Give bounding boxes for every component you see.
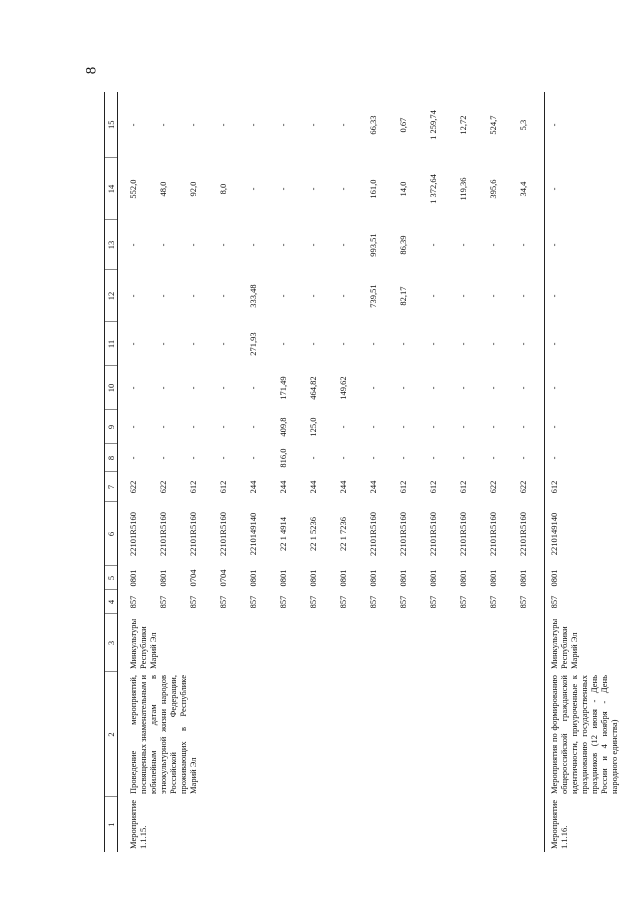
cell-col-5: 0801 (518, 569, 528, 587)
cell-col-5: 0801 (458, 569, 468, 587)
cell-col-10: - (518, 386, 528, 390)
cell-col-11: - (218, 342, 228, 346)
cell-col-10: - (158, 386, 168, 390)
cell-col-8: - (218, 456, 228, 460)
cell-col-4: 857 (188, 595, 198, 609)
cell-col-6: 22101R5160 (398, 512, 408, 556)
cell-col-4: 857 (518, 595, 528, 609)
cell-col-14: - (248, 187, 258, 191)
column-header-10: 10 (105, 366, 118, 410)
cell-col-6: 22 1 5236 (308, 517, 318, 551)
cell-col-15: - (188, 123, 198, 127)
cell-col-14: 552,0 (128, 179, 138, 199)
column-header-15: 15 (105, 92, 118, 158)
cell-col-5: 0801 (398, 569, 408, 587)
cell-col-13: - (308, 243, 318, 247)
cell-col-5: 0704 (218, 569, 228, 587)
measure-executor: Минкультуры Республики Марий Эл (128, 618, 158, 669)
cell-col-13: - (128, 243, 138, 247)
cell-col-10: - (428, 386, 438, 390)
cell-col-7: 622 (128, 480, 138, 494)
cell-col-5: 0801 (368, 569, 378, 587)
cell-col-4: 857 (488, 595, 498, 609)
cell-col-6: 22101R5160 (488, 512, 498, 556)
measure-code: Мероприятие 1.1.16. (549, 799, 569, 849)
cell-col-7: 622 (488, 480, 498, 494)
column-header-5: 5 (105, 566, 118, 590)
cell-col-12: 739,51 (368, 284, 378, 308)
cell-col-5: 0801 (248, 569, 258, 587)
cell-col-10: - (458, 386, 468, 390)
table-row (124, 92, 154, 852)
cell-col-9: - (218, 425, 228, 429)
cell-col-8: - (428, 456, 438, 460)
cell-col-14: 395,6 (488, 179, 498, 199)
cell-col-11: - (549, 342, 559, 346)
cell-col-11: 271,93 (248, 332, 258, 356)
cell-col-14: - (549, 187, 559, 191)
column-header-1: 1 (105, 797, 118, 852)
cell-col-13: - (338, 243, 348, 247)
cell-col-13: - (518, 243, 528, 247)
cell-col-8: - (128, 456, 138, 460)
cell-col-14: 34,4 (518, 181, 528, 197)
cell-col-15: - (338, 123, 348, 127)
cell-col-4: 857 (308, 595, 318, 609)
cell-col-7: 612 (188, 480, 198, 494)
cell-col-9: 409,8 (278, 417, 288, 437)
cell-col-13: - (549, 243, 559, 247)
cell-col-13: - (428, 243, 438, 247)
cell-col-12: 333,48 (248, 284, 258, 308)
table-row (545, 92, 623, 852)
cell-col-13: 993,51 (368, 233, 378, 257)
cell-col-6: 22101R5160 (368, 512, 378, 556)
cell-col-9: - (248, 425, 258, 429)
cell-col-12: - (188, 294, 198, 298)
cell-col-4: 857 (338, 595, 348, 609)
cell-col-9: - (428, 425, 438, 429)
cell-col-14: 14,0 (398, 181, 408, 197)
cell-col-7: 244 (248, 480, 258, 494)
cell-col-12: - (488, 294, 498, 298)
cell-col-14: - (278, 187, 288, 191)
cell-col-11: - (308, 342, 318, 346)
cell-col-11: - (398, 342, 408, 346)
cell-col-12: - (128, 294, 138, 298)
cell-col-6: 22101R5160 (218, 512, 228, 556)
cell-col-11: - (488, 342, 498, 346)
cell-col-10: - (248, 386, 258, 390)
cell-col-8: - (458, 456, 468, 460)
cell-col-15: 5,3 (518, 119, 528, 131)
cell-col-9: - (188, 425, 198, 429)
cell-col-10: - (218, 386, 228, 390)
cell-col-5: 0801 (488, 569, 498, 587)
cell-col-8: - (308, 456, 318, 460)
cell-col-14: 8,0 (218, 183, 228, 195)
cell-col-8: - (398, 456, 408, 460)
table-body (118, 92, 624, 852)
cell-col-12: - (549, 294, 559, 298)
cell-col-13: - (458, 243, 468, 247)
cell-col-7: 622 (518, 480, 528, 494)
cell-col-11: - (338, 342, 348, 346)
cell-col-7: 612 (458, 480, 468, 494)
cell-col-14: 1 372,64 (428, 174, 438, 204)
cell-col-13: - (188, 243, 198, 247)
column-header-6: 6 (105, 502, 118, 566)
cell-col-9: - (488, 425, 498, 429)
cell-col-6: 22101R5160 (188, 512, 198, 556)
cell-col-11: - (428, 342, 438, 346)
column-header-12: 12 (105, 270, 118, 322)
column-header-9: 9 (105, 410, 118, 444)
column-header-4: 4 (105, 590, 118, 614)
cell-col-8: - (488, 456, 498, 460)
cell-col-11: - (128, 342, 138, 346)
cell-col-9: - (549, 425, 559, 429)
measure-name: Мероприятия по формированию общероссийской гражданской идентичности, приуроченные к празднованию государственных праздников (12 июня - День России и 4 ноября - День народного единства) (549, 675, 619, 794)
cell-col-13: 86,39 (398, 235, 408, 255)
table-header-row (105, 92, 118, 852)
column-header-7: 7 (105, 472, 118, 502)
cell-col-8: 816,0 (278, 448, 288, 468)
cell-col-11: - (278, 342, 288, 346)
cell-col-14: 119,36 (458, 177, 468, 201)
cell-col-5: 0801 (158, 569, 168, 587)
cell-col-6: 22101R5160 (128, 512, 138, 556)
cell-col-15: 1 259,74 (428, 110, 438, 140)
cell-col-7: 244 (338, 480, 348, 494)
cell-col-10: - (488, 386, 498, 390)
cell-col-4: 857 (218, 595, 228, 609)
cell-col-10: 149,62 (338, 376, 348, 400)
cell-col-15: - (248, 123, 258, 127)
cell-col-14: - (338, 187, 348, 191)
cell-col-4: 857 (549, 595, 559, 609)
cell-col-15: - (549, 123, 559, 127)
cell-col-15: - (218, 123, 228, 127)
cell-col-8: - (549, 456, 559, 460)
cell-col-13: - (218, 243, 228, 247)
cell-col-15: 12,72 (458, 115, 468, 135)
cell-col-14: 92,0 (188, 181, 198, 197)
cell-col-14: 48,0 (158, 181, 168, 197)
cell-col-4: 857 (458, 595, 468, 609)
cell-col-15: - (308, 123, 318, 127)
page-number: 8 (83, 66, 100, 75)
cell-col-6: 2210149140 (549, 512, 559, 556)
cell-col-4: 857 (428, 595, 438, 609)
cell-col-12: - (278, 294, 288, 298)
cell-col-13: - (278, 243, 288, 247)
cell-col-12: 82,17 (398, 286, 408, 306)
cell-col-8: - (248, 456, 258, 460)
cell-col-12: - (428, 294, 438, 298)
cell-col-15: 524,7 (488, 115, 498, 135)
cell-col-4: 857 (128, 595, 138, 609)
cell-col-6: 22 1 7236 (338, 517, 348, 551)
cell-col-5: 0704 (188, 569, 198, 587)
cell-col-10: - (368, 386, 378, 390)
cell-col-5: 0801 (428, 569, 438, 587)
cell-col-6: 22101R5160 (518, 512, 528, 556)
cell-col-6: 22101R5160 (158, 512, 168, 556)
cell-col-7: 244 (368, 480, 378, 494)
cell-col-10: - (188, 386, 198, 390)
cell-col-8: - (338, 456, 348, 460)
measure-executor: Минкультуры Республики Марий Эл (549, 618, 579, 669)
column-header-14: 14 (105, 158, 118, 220)
cell-col-8: - (368, 456, 378, 460)
cell-col-5: 0801 (278, 569, 288, 587)
cell-col-7: 244 (278, 480, 288, 494)
cell-col-9: 125,0 (308, 417, 318, 437)
cell-col-10: 171,49 (278, 376, 288, 400)
cell-col-4: 857 (248, 595, 258, 609)
budget-table (104, 92, 623, 852)
cell-col-11: - (518, 342, 528, 346)
cell-col-10: - (128, 386, 138, 390)
cell-col-12: - (308, 294, 318, 298)
cell-col-15: - (278, 123, 288, 127)
cell-col-12: - (518, 294, 528, 298)
cell-col-7: 612 (549, 480, 559, 494)
cell-col-6: 2210149140 (248, 512, 258, 556)
cell-col-6: 22 1 4914 (278, 517, 288, 551)
cell-col-12: - (158, 294, 168, 298)
cell-col-5: 0801 (338, 569, 348, 587)
rotated-table-container (104, 92, 639, 852)
cell-col-9: - (368, 425, 378, 429)
cell-col-8: - (158, 456, 168, 460)
column-header-11: 11 (105, 322, 118, 366)
cell-col-13: - (488, 243, 498, 247)
cell-col-14: 161,0 (368, 179, 378, 199)
cell-col-4: 857 (368, 595, 378, 609)
cell-col-7: 612 (428, 480, 438, 494)
cell-col-8: - (518, 456, 528, 460)
cell-col-8: - (188, 456, 198, 460)
cell-col-7: 612 (218, 480, 228, 494)
cell-col-7: 612 (398, 480, 408, 494)
column-header-8: 8 (105, 444, 118, 472)
cell-col-13: - (158, 243, 168, 247)
cell-col-15: - (128, 123, 138, 127)
cell-col-15: 66,33 (368, 115, 378, 135)
cell-col-4: 857 (398, 595, 408, 609)
cell-col-9: - (458, 425, 468, 429)
cell-col-4: 857 (158, 595, 168, 609)
cell-col-11: - (458, 342, 468, 346)
cell-col-9: - (158, 425, 168, 429)
column-header-2: 2 (105, 672, 118, 797)
cell-col-5: 0801 (128, 569, 138, 587)
cell-col-5: 0801 (549, 569, 559, 587)
cell-col-15: 0,67 (398, 117, 408, 133)
cell-col-7: 622 (158, 480, 168, 494)
cell-col-15: - (158, 123, 168, 127)
cell-col-9: - (398, 425, 408, 429)
cell-col-7: 244 (308, 480, 318, 494)
cell-col-10: - (549, 386, 559, 390)
cell-col-11: - (158, 342, 168, 346)
cell-col-6: 22101R5160 (428, 512, 438, 556)
cell-col-10: 464,82 (308, 376, 318, 400)
cell-col-5: 0801 (308, 569, 318, 587)
measure-code: Мероприятие 1.1.15. (128, 799, 148, 849)
cell-col-9: - (338, 425, 348, 429)
cell-col-14: - (308, 187, 318, 191)
cell-col-12: - (458, 294, 468, 298)
cell-col-12: - (218, 294, 228, 298)
cell-col-11: - (368, 342, 378, 346)
cell-col-12: - (338, 294, 348, 298)
cell-col-4: 857 (278, 595, 288, 609)
cell-col-11: - (188, 342, 198, 346)
measure-name: Проведение мероприятий, посвященных знаменательным и юбилейным датам в этнокультурной жизни народов Российской Федерации, проживающих в Республике Марий Эл (128, 675, 198, 794)
cell-col-6: 22101R5160 (458, 512, 468, 556)
column-header-13: 13 (105, 220, 118, 270)
cell-col-10: - (398, 386, 408, 390)
cell-col-13: - (248, 243, 258, 247)
column-header-3: 3 (105, 614, 118, 672)
cell-col-9: - (128, 425, 138, 429)
cell-col-9: - (518, 425, 528, 429)
